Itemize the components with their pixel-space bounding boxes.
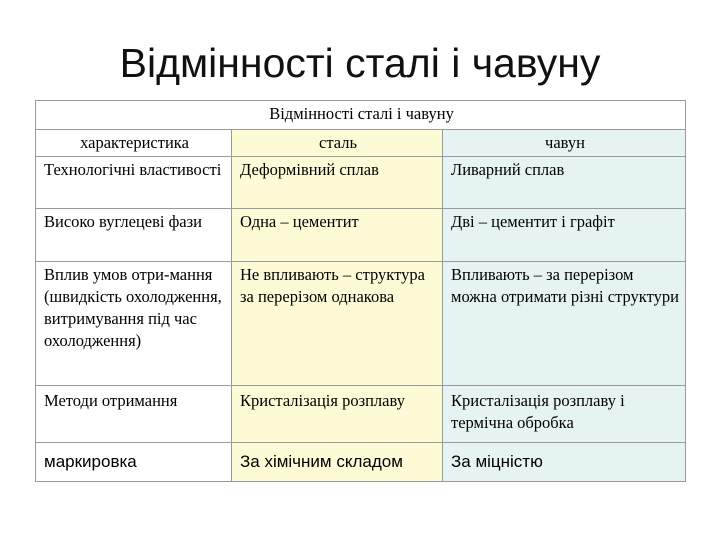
row-steel-value: Не впливають – структура за перерізом однакова xyxy=(232,262,443,386)
row-steel-value: Деформівний сплав xyxy=(232,157,443,209)
row-cast-iron-value: Впливають – за перерізом можна отримати різні структури xyxy=(443,262,686,386)
header-cast-iron: чавун xyxy=(443,130,686,157)
row-steel-value: За хімічним складом xyxy=(232,443,443,482)
row-characteristic: Методи отримання xyxy=(36,386,232,443)
row-steel-value: Одна – цементит xyxy=(232,209,443,262)
row-characteristic: маркировка xyxy=(36,443,232,482)
row-steel-value: Кристалізація розплаву xyxy=(232,386,443,443)
row-characteristic: Вплив умов отри-мання (швидкість охолодження, витримування під час охолодження) xyxy=(36,262,232,386)
slide-title: Відмінності сталі і чавуну xyxy=(119,40,601,86)
table-row xyxy=(36,262,686,386)
table-row xyxy=(36,443,686,482)
header-characteristic: характеристика xyxy=(36,130,232,157)
header-steel: сталь xyxy=(232,130,443,157)
table-row xyxy=(36,209,686,262)
comparison-table xyxy=(35,100,686,482)
row-characteristic: Технологічні властивості xyxy=(36,157,232,209)
table-row xyxy=(36,386,686,443)
table-row xyxy=(36,157,686,209)
row-cast-iron-value: За міцністю xyxy=(443,443,686,482)
row-characteristic: Високо вуглецеві фази xyxy=(36,209,232,262)
table-caption: Відмінності сталі і чавуну xyxy=(36,101,686,130)
row-cast-iron-value: Дві – цементит і графіт xyxy=(443,209,686,262)
row-cast-iron-value: Кристалізація розплаву і термічна обробка xyxy=(443,386,686,443)
header-row xyxy=(36,130,686,157)
row-cast-iron-value: Ливарний сплав xyxy=(443,157,686,209)
